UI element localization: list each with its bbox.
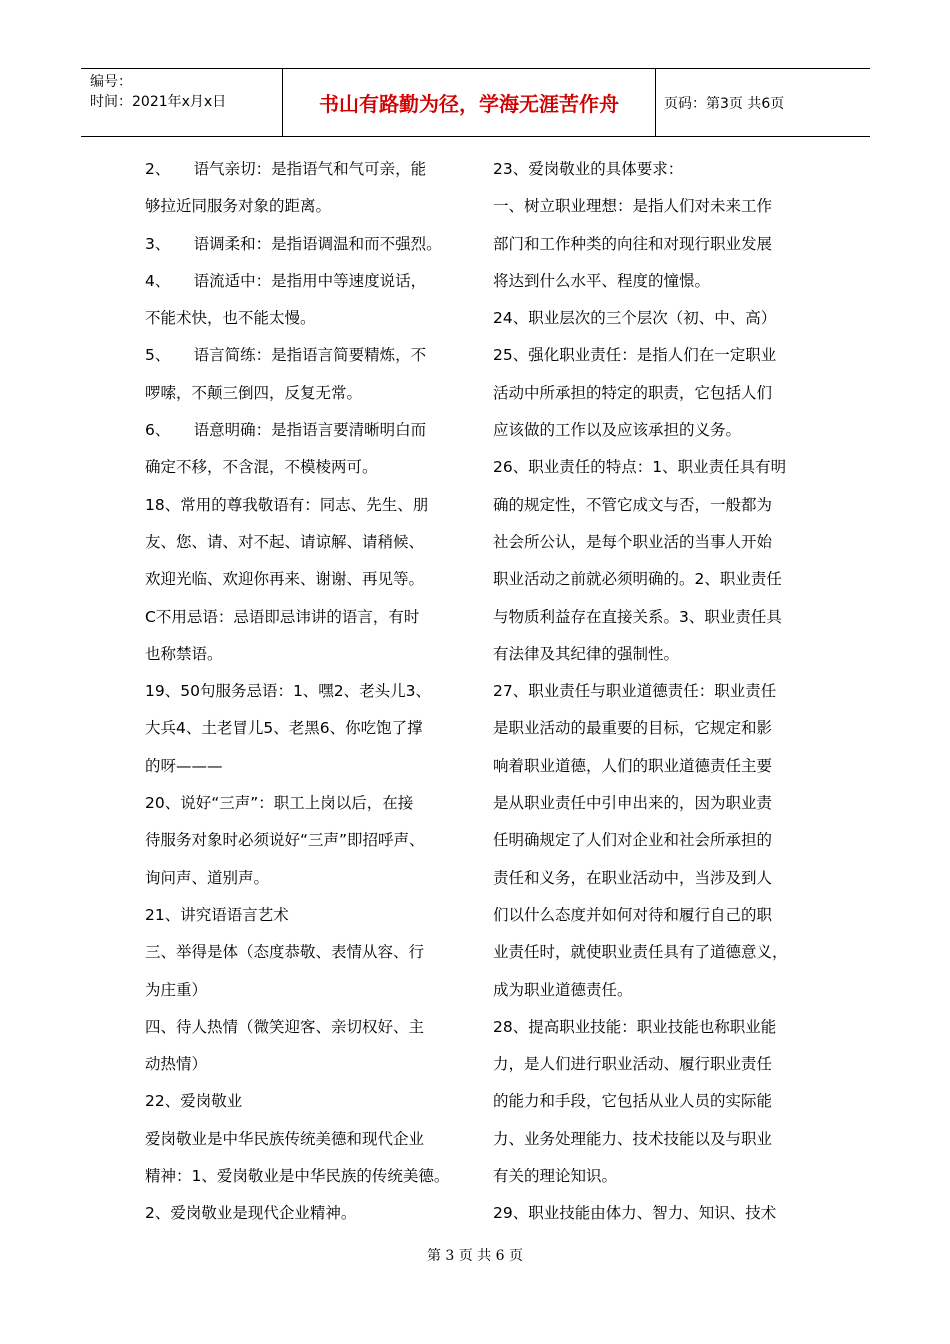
text-line: 是职业活动的最重要的目标，它规定和影: [493, 719, 773, 738]
document-number-label: 编号：: [90, 74, 132, 90]
text-line: 责任和义务，在职业活动中，当涉及到人: [493, 868, 773, 887]
text-line: 3、 语调柔和：是指语调温和而不强烈。: [145, 234, 442, 253]
text-line: 24、职业层次的三个层次（初、中、高）: [493, 309, 777, 328]
text-line: 成为职业道德责任。: [493, 980, 633, 999]
text-line: 18、常用的尊我敬语有：同志、先生、朋: [145, 495, 429, 514]
text-line: 动热情）: [145, 1055, 208, 1074]
text-line: 的能力和手段，它包括从业人员的实际能: [493, 1092, 773, 1111]
text-line: 26、职业责任的特点：1、职业责任具有明: [493, 458, 787, 477]
text-line: 为庄重）: [145, 980, 208, 999]
text-line: 与物质利益存在直接关系。3、职业责任具: [493, 607, 782, 626]
document-header: [81, 68, 870, 137]
text-line: 不能术快，也不能太慢。: [145, 309, 316, 328]
text-line: 27、职业责任与职业道德责任：职业责任: [493, 682, 777, 701]
text-line: C不用忌语：忌语即忌讳讲的语言，有时: [145, 607, 420, 626]
text-line: 有关的理论知识。: [493, 1167, 618, 1186]
header-page-cell: [656, 69, 870, 136]
text-line: 力，是人们进行职业活动、履行职业责任: [493, 1055, 773, 1074]
text-line: 爱岗敬业是中华民族传统美德和现代企业: [145, 1129, 425, 1148]
text-line: 29、职业技能由体力、智力、知识、技术: [493, 1204, 777, 1223]
text-line: 够拉近同服务对象的距离。: [145, 197, 332, 216]
text-line: 28、提高职业技能：职业技能也称职业能: [493, 1017, 777, 1036]
text-line: 力、业务处理能力、技术技能以及与职业: [493, 1129, 773, 1148]
text-line: 21、讲究语语言艺术: [145, 905, 289, 924]
header-meta: [81, 69, 282, 136]
text-line: 23、爱岗敬业的具体要求：: [493, 160, 684, 178]
text-line: 啰嗦，不颠三倒四，反复无常。: [145, 383, 363, 402]
text-line: 友、您、请、对不起、请谅解、请稍候、: [145, 532, 425, 551]
text-line: 应该做的工作以及应该承担的义务。: [493, 421, 742, 440]
page-footer: 第 3 页 共 6 页: [426, 1248, 524, 1264]
text-line: 待服务对象时必须说好“三声”即招呼声、: [145, 831, 425, 850]
right-text-column: [493, 151, 818, 1233]
text-line: 将达到什么水平、程度的憧憬。: [493, 271, 711, 290]
text-line: 大兵4、土老冒儿5、老黑6、你吃饱了撑: [145, 719, 423, 738]
text-line: 社会所公认，是每个职业活的当事人开始: [493, 532, 773, 551]
text-line: 2、爱岗敬业是现代企业精神。: [145, 1204, 357, 1223]
text-line: 6、 语意明确：是指语言要清晰明白而: [145, 421, 427, 440]
text-line: 活动中所承担的特定的职责，它包括人们: [493, 383, 773, 402]
text-line: 25、强化职业责任：是指人们在一定职业: [493, 346, 777, 365]
text-line: 职业活动之前就必须明确的。2、职业责任: [493, 570, 782, 589]
text-line: 一、树立职业理想：是指人们对未来工作: [493, 197, 773, 216]
text-line: 任明确规定了人们对企业和社会所承担的: [493, 831, 773, 850]
text-line: 部门和工作种类的向往和对现行职业发展: [493, 234, 773, 253]
header-page-label: 页码：第3页 共6页: [664, 95, 785, 112]
text-line: 有法律及其纪律的强制性。: [493, 644, 680, 663]
text-line: 20、说好“三声”：职工上岗以后，在接: [145, 794, 414, 813]
text-line: 4、 语流适中：是指用中等速度说话，: [145, 271, 427, 290]
text-line: 确定不移，不含混，不模棱两可。: [145, 458, 378, 477]
text-line: 欢迎光临、欢迎你再来、谢谢、再见等。: [145, 570, 425, 589]
text-line: 确的规定性，不管它成文与否，一般都为: [493, 495, 773, 514]
text-line: 们以什么态度并如何对待和履行自己的职: [493, 905, 773, 924]
left-text-column: [145, 151, 470, 1233]
header-motto-cell: [282, 69, 656, 136]
text-line: 22、爱岗敬业: [145, 1092, 243, 1111]
document-date-label: 时间：2021年x月x日: [90, 94, 227, 110]
text-line: 三、举得是体（态度恭敬、表情从容、行: [145, 943, 425, 962]
text-line: 业责任时，就使职业责任具有了道德意义，: [493, 943, 788, 962]
text-line: 精神：1、爱岗敬业是中华民族的传统美德。: [145, 1167, 450, 1186]
text-line: 2、 语气亲切：是指语气和气可亲，能: [145, 160, 427, 178]
text-line: 5、 语言简练：是指语言简要精炼，不: [145, 346, 427, 365]
text-line: 询问声、道别声。: [145, 868, 270, 887]
text-line: 是从职业责任中引申出来的，因为职业责: [493, 794, 773, 813]
text-line: 也称禁语。: [145, 644, 223, 663]
text-line: 19、50句服务忌语：1、嘿2、老头儿3、: [145, 682, 432, 701]
text-line: 的呀———: [145, 756, 223, 775]
text-line: 四、待人热情（微笑迎客、亲切权好、主: [145, 1017, 425, 1036]
header-motto: 书山有路勤为径，学海无涯苦作舟: [319, 92, 619, 116]
text-line: 响着职业道德，人们的职业道德责任主要: [493, 756, 773, 775]
